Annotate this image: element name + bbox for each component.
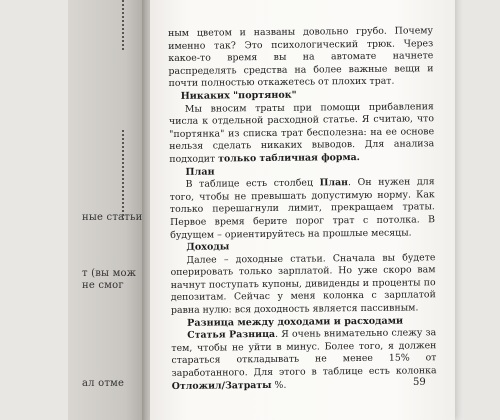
- intro-paragraph: ным цветом и названы довольно грубо. Почему именно так? Это психологический трюк. Через какое-то время вы на автомате начнете распределять средства на более важные вещи и почти полностью откажетесь от плохих трат.: [168, 25, 434, 90]
- left-page: [68, 0, 150, 420]
- bold-text: Отложил/Затраты: [171, 379, 272, 392]
- bold-text: Статья Разница: [187, 329, 276, 342]
- left-page-fragment: т (вы мож: [82, 268, 137, 279]
- left-page-fragment: ал отме: [82, 378, 125, 389]
- body-paragraph: [170, 176, 436, 242]
- section-heading: План: [185, 166, 215, 178]
- body-text: . Я очень внимательно слежу за тем, чтобы не уйти в минус. Более того, я должен стараться откладывать не менее 15% от заработанного. Для этого в таблице есть колонка: [171, 327, 437, 380]
- section-heading: Никаких "портянок": [180, 89, 297, 102]
- body-text: %.: [271, 379, 287, 391]
- text-column: [168, 25, 437, 393]
- section-heading: Разница между доходами и расходами: [187, 315, 404, 329]
- left-page-fragment: не смог: [82, 280, 124, 291]
- body-text: В таблице есть столбец: [185, 177, 320, 190]
- bold-text: План: [319, 177, 349, 189]
- bold-text: только табличная форма.: [218, 151, 360, 165]
- section-heading: Доходы: [186, 241, 230, 253]
- left-page-fragment: ные статьи: [82, 212, 143, 223]
- body-paragraph: Далее – доходные статьи. Сначала вы будете оперировать только зарплатой. Но уже скоро вам начнут поступать купоны, дивиденды и проценты по депозитам. Сейчас у меня колонка с зарплатой равна нулю: вся доходность является пассивным.: [170, 251, 436, 317]
- page-number: 59: [413, 377, 426, 388]
- left-page-dotted-line: [122, 130, 128, 220]
- body-text: Мы вносим траты при помощи прибавления числа к отдельной расходной статье. Я считаю, что "портянка" из списка трат бесполезна: на ее основе нельзя сделать никаких выводов. Для анализа подходит: [168, 100, 435, 165]
- body-paragraph: [169, 101, 435, 167]
- left-page-dotted-line: [122, 0, 128, 50]
- body-paragraph: [171, 327, 437, 393]
- body-text: . Он нужен для того, чтобы не превышать допустимую норму. Как только перешагнули лимит, прекращаем траты. Первое время берите порог трат с потолка. В будущем – ориентируйтесь на прошлые месяцы.: [169, 176, 436, 241]
